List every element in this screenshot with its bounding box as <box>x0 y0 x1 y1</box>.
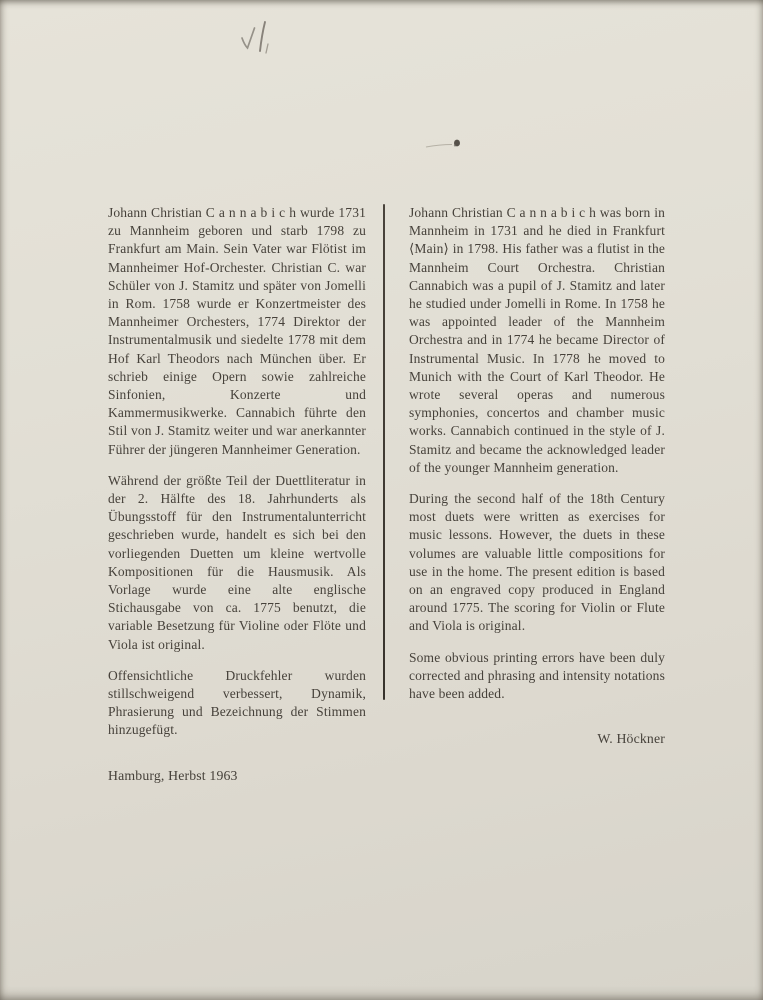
german-column <box>108 204 366 785</box>
column-divider <box>383 204 385 700</box>
ink-speck <box>424 134 468 157</box>
footer-author: W. Höckner <box>597 731 665 747</box>
german-paragraph-2: Während der größte Teil der Duettliteratur in der 2. Hälfte des 18. Jahrhunderts als Übungsstoff für den Instrumentalunterricht geschrieben wurde, handelt es sich bei den vorliegenden Duetten um kleine wertvolle Kompositionen für die Hausmusik. Als Vorlage wurde eine alte englische Stichausgabe von ca. 1775 benutzt, die variable Besetzung für Violine oder Flöte und Viola ist original. <box>108 472 366 652</box>
english-column <box>409 204 665 748</box>
text-columns <box>108 204 665 785</box>
pencil-annotation <box>238 16 280 63</box>
footer-place-date: Hamburg, Herbst 1963 <box>108 767 238 783</box>
german-paragraph-3: Offensichtliche Druckfehler wurden stillschweigend verbessert, Dynamik, Phrasierung und Bezeichnung der Stimmen hinzugefügt. <box>108 667 366 738</box>
german-paragraph-1: Johann Christian C a n n a b i c h wurde 1731 zu Mannheim geboren und starb 1798 zu Frankfurt am Main. Sein Vater war Flötist im Mannheimer Hof-Orchester. Christian C. war Schüler von J. Stamitz und später von Jomelli in Rom. 1758 wurde er Konzertmeister des Mannheimer Orchesters, 1774 Direktor der Instrumentalmusik und siedelte 1778 mit dem Hof Karl Theodors nach München über. Er schrieb einige Opern sowie zahlreiche Sinfonien, Konzerte und Kammermusikwerke. Cannabich führte den Stil von J. Stamitz weiter und war anerkannter Führer der jüngeren Mannheimer Generation. <box>108 205 366 457</box>
english-paragraph-2: During the second half of the 18th Century most duets were written as exercises for music lessons. However, the duets in these volumes are valuable little compositions for use in the home. The present edition is based on an engraved copy produced in England around 1775. The scoring for Violin or Flute and Viola is original. <box>409 491 665 634</box>
english-paragraph-1: Johann Christian C a n n a b i c h was born in Mannheim in 1731 and he died in Frankfurt ⟨Main⟩ in 1798. His father was a flutist in the Mannheim Court Orchestra. Christian Cannabich was a pupil of J. Stamitz and later he studied under Jomelli in Rome. In 1758 he was appointed leader of the Mannheim Orchestra and in 1774 he became Director of Instrumental Music. In 1778 he moved to Munich with the Court of Karl Theodor. He wrote several operas and numerous symphonies, concertos and chamber music works. Cannabich continued in the style of J. Stamitz and became the acknowledged leader of the younger Mannheim generation. <box>409 205 665 475</box>
english-paragraph-3: Some obvious printing errors have been duly corrected and phrasing and intensity notations have been added. <box>409 649 665 702</box>
